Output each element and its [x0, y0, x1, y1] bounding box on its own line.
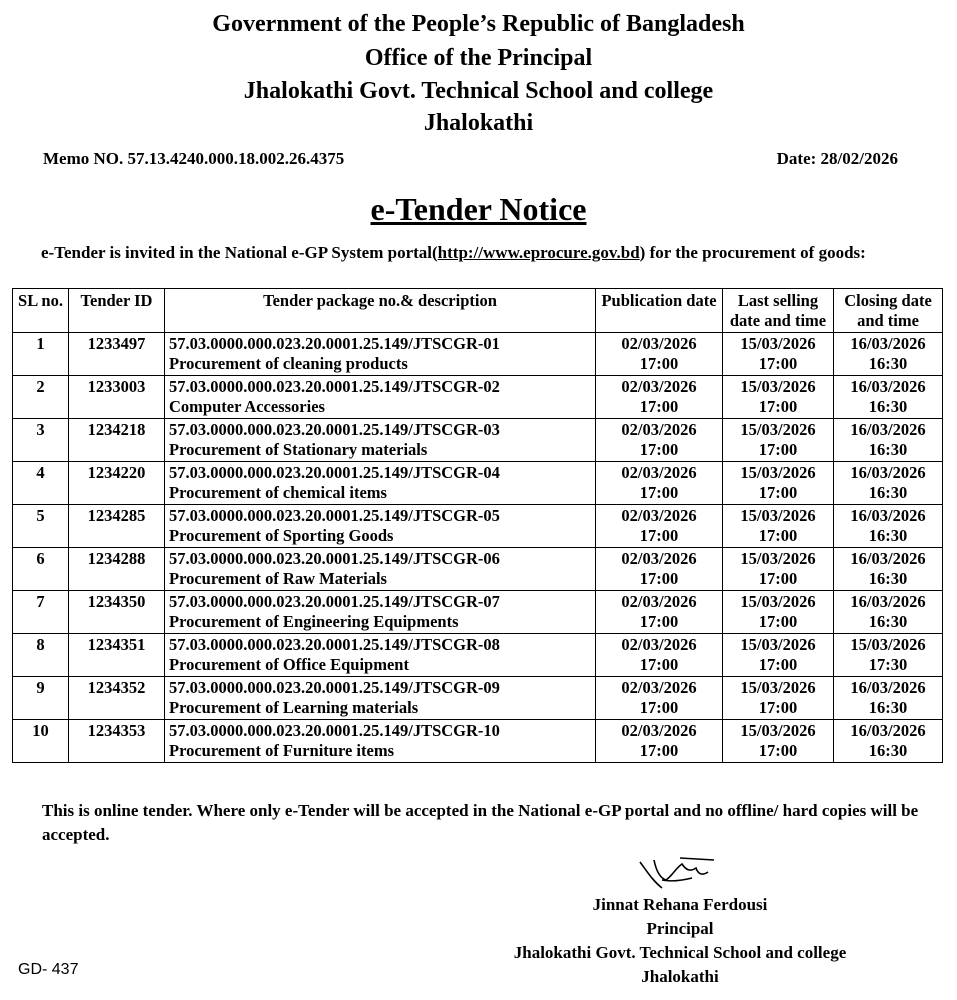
last-selling-date: 15/03/2026: [740, 592, 816, 611]
cell-sl: 2: [13, 376, 69, 419]
closing-time: 16:30: [868, 397, 908, 416]
closing-time: 16:30: [868, 612, 908, 631]
last-selling-time: 17:00: [758, 655, 798, 674]
cell-publication: [596, 419, 723, 462]
cell-sl: 4: [13, 462, 69, 505]
package-description: Procurement of Stationary materials: [169, 440, 428, 459]
package-description: Procurement of Office Equipment: [169, 655, 409, 674]
signatory-institution: Jhalokathi Govt. Technical School and college: [513, 943, 847, 962]
closing-date: 16/03/2026: [850, 334, 926, 353]
gd-number: GD- 437: [18, 961, 79, 978]
intro-text-after: ) for the procurement of goods:: [639, 243, 866, 262]
cell-package: [165, 720, 596, 763]
cell-package: [165, 548, 596, 591]
cell-package: [165, 376, 596, 419]
cell-tender-id: 1233497: [69, 333, 165, 376]
table-row: [13, 591, 943, 634]
last-selling-date: 15/03/2026: [740, 506, 816, 525]
last-selling-time: 17:00: [758, 354, 798, 373]
package-number: 57.03.0000.000.023.20.0001.25.149/JTSCGR-01: [169, 334, 500, 353]
memo-number: Memo NO. 57.13.4240.000.18.002.26.4375: [43, 149, 345, 168]
package-number: 57.03.0000.000.023.20.0001.25.149/JTSCGR-02: [169, 377, 500, 396]
package-description: Procurement of Sporting Goods: [169, 526, 394, 545]
cell-tender-id: 1234350: [69, 591, 165, 634]
package-number: 57.03.0000.000.023.20.0001.25.149/JTSCGR-08: [169, 635, 500, 654]
last-selling-date: 15/03/2026: [740, 334, 816, 353]
table-row: [13, 376, 943, 419]
closing-date: 16/03/2026: [850, 377, 926, 396]
cell-closing: [834, 591, 943, 634]
package-number: 57.03.0000.000.023.20.0001.25.149/JTSCGR-10: [169, 721, 500, 740]
cell-closing: [834, 333, 943, 376]
cell-publication: [596, 720, 723, 763]
closing-time: 16:30: [868, 354, 908, 373]
cell-last-selling: [723, 720, 834, 763]
publication-time: 17:00: [639, 741, 679, 760]
closing-time: 16:30: [868, 483, 908, 502]
header-last-selling: Last selling date and time: [723, 289, 834, 333]
cell-tender-id: 1233003: [69, 376, 165, 419]
publication-date: 02/03/2026: [621, 377, 697, 396]
cell-closing: [834, 677, 943, 720]
cell-closing: [834, 505, 943, 548]
publication-time: 17:00: [639, 612, 679, 631]
last-selling-date: 15/03/2026: [740, 377, 816, 396]
cell-last-selling: [723, 333, 834, 376]
cell-last-selling: [723, 376, 834, 419]
header-closing: Closing date and time: [834, 289, 943, 333]
publication-date: 02/03/2026: [621, 463, 697, 482]
header-publication: Publication date: [596, 289, 723, 333]
package-description: Procurement of Furniture items: [169, 741, 394, 760]
closing-date: 16/03/2026: [850, 592, 926, 611]
header-sl: SL no.: [13, 289, 69, 333]
cell-package: [165, 419, 596, 462]
cell-tender-id: 1234288: [69, 548, 165, 591]
publication-time: 17:00: [639, 483, 679, 502]
closing-date: 16/03/2026: [850, 463, 926, 482]
last-selling-date: 15/03/2026: [740, 635, 816, 654]
cell-last-selling: [723, 548, 834, 591]
package-description: Computer Accessories: [169, 397, 325, 416]
publication-date: 02/03/2026: [621, 506, 697, 525]
last-selling-date: 15/03/2026: [740, 721, 816, 740]
signatory-designation: Principal: [646, 919, 714, 938]
cell-package: [165, 634, 596, 677]
closing-date: 16/03/2026: [850, 420, 926, 439]
header-office: Office of the Principal: [364, 45, 593, 71]
cell-last-selling: [723, 634, 834, 677]
publication-time: 17:00: [639, 397, 679, 416]
intro-paragraph: [41, 241, 909, 264]
last-selling-time: 17:00: [758, 440, 798, 459]
table-row: [13, 419, 943, 462]
last-selling-date: 15/03/2026: [740, 463, 816, 482]
tender-table: [12, 288, 943, 763]
package-description: Procurement of chemical items: [169, 483, 387, 502]
signatory-name: Jinnat Rehana Ferdousi: [592, 895, 768, 914]
cell-tender-id: 1234351: [69, 634, 165, 677]
package-number: 57.03.0000.000.023.20.0001.25.149/JTSCGR-04: [169, 463, 500, 482]
header-tender-id: Tender ID: [69, 289, 165, 333]
package-number: 57.03.0000.000.023.20.0001.25.149/JTSCGR-03: [169, 420, 500, 439]
closing-time: 16:30: [868, 440, 908, 459]
closing-date: 15/03/2026: [850, 635, 926, 654]
table-row: [13, 720, 943, 763]
cell-package: [165, 462, 596, 505]
package-description: Procurement of Engineering Equipments: [169, 612, 459, 631]
cell-closing: [834, 462, 943, 505]
memo-date: Date: 28/02/2026: [776, 149, 898, 168]
cell-publication: [596, 677, 723, 720]
last-selling-time: 17:00: [758, 397, 798, 416]
cell-tender-id: 1234285: [69, 505, 165, 548]
cell-sl: 7: [13, 591, 69, 634]
publication-date: 02/03/2026: [621, 549, 697, 568]
last-selling-time: 17:00: [758, 741, 798, 760]
publication-date: 02/03/2026: [621, 334, 697, 353]
cell-sl: 8: [13, 634, 69, 677]
last-selling-date: 15/03/2026: [740, 678, 816, 697]
cell-closing: [834, 720, 943, 763]
publication-time: 17:00: [639, 698, 679, 717]
publication-date: 02/03/2026: [621, 420, 697, 439]
closing-time: 17:30: [868, 655, 908, 674]
intro-text-before: e-Tender is invited in the National e-GP System portal(: [41, 243, 438, 262]
publication-date: 02/03/2026: [621, 721, 697, 740]
cell-closing: [834, 634, 943, 677]
cell-publication: [596, 462, 723, 505]
cell-last-selling: [723, 462, 834, 505]
cell-sl: 3: [13, 419, 69, 462]
cell-tender-id: 1234352: [69, 677, 165, 720]
cell-publication: [596, 634, 723, 677]
last-selling-time: 17:00: [758, 569, 798, 588]
cell-sl: 9: [13, 677, 69, 720]
package-number: 57.03.0000.000.023.20.0001.25.149/JTSCGR-09: [169, 678, 500, 697]
cell-closing: [834, 419, 943, 462]
cell-package: [165, 505, 596, 548]
signatory-block: [470, 893, 890, 989]
closing-date: 16/03/2026: [850, 506, 926, 525]
eprocure-link[interactable]: http://www.eprocure.gov.bd: [437, 243, 640, 262]
last-selling-time: 17:00: [758, 526, 798, 545]
last-selling-time: 17:00: [758, 483, 798, 502]
publication-time: 17:00: [639, 526, 679, 545]
closing-time: 16:30: [868, 569, 908, 588]
package-number: 57.03.0000.000.023.20.0001.25.149/JTSCGR-07: [169, 592, 500, 611]
last-selling-date: 15/03/2026: [740, 549, 816, 568]
header-package: Tender package no.& description: [165, 289, 596, 333]
cell-publication: [596, 376, 723, 419]
publication-date: 02/03/2026: [621, 592, 697, 611]
table-header-row: [13, 289, 943, 333]
publication-time: 17:00: [639, 655, 679, 674]
closing-time: 16:30: [868, 741, 908, 760]
publication-date: 02/03/2026: [621, 635, 697, 654]
notice-title: e-Tender Notice: [370, 191, 587, 227]
cell-last-selling: [723, 591, 834, 634]
cell-tender-id: 1234220: [69, 462, 165, 505]
header-institution: Jhalokathi Govt. Technical School and college: [243, 78, 714, 104]
cell-publication: [596, 548, 723, 591]
cell-last-selling: [723, 505, 834, 548]
header-location: Jhalokathi: [423, 110, 534, 136]
publication-time: 17:00: [639, 569, 679, 588]
cell-publication: [596, 333, 723, 376]
publication-date: 02/03/2026: [621, 678, 697, 697]
last-selling-time: 17:00: [758, 698, 798, 717]
table-row: [13, 462, 943, 505]
closing-date: 16/03/2026: [850, 721, 926, 740]
footnote: This is online tender. Where only e-Tender will be accepted in the National e-GP portal and no offline/ hard copies will be accepted.: [42, 801, 919, 844]
cell-sl: 10: [13, 720, 69, 763]
closing-time: 16:30: [868, 526, 908, 545]
last-selling-date: 15/03/2026: [740, 420, 816, 439]
last-selling-time: 17:00: [758, 612, 798, 631]
cell-package: [165, 677, 596, 720]
cell-tender-id: 1234218: [69, 419, 165, 462]
package-number: 57.03.0000.000.023.20.0001.25.149/JTSCGR-05: [169, 506, 500, 525]
table-row: [13, 333, 943, 376]
package-description: Procurement of Raw Materials: [169, 569, 387, 588]
cell-sl: 5: [13, 505, 69, 548]
cell-last-selling: [723, 419, 834, 462]
cell-package: [165, 591, 596, 634]
cell-closing: [834, 376, 943, 419]
closing-date: 16/03/2026: [850, 549, 926, 568]
publication-time: 17:00: [639, 440, 679, 459]
header-government: Government of the People’s Republic of Bangladesh: [212, 11, 745, 37]
signatory-location: Jhalokathi: [641, 967, 719, 986]
cell-package: [165, 333, 596, 376]
table-row: [13, 677, 943, 720]
cell-publication: [596, 591, 723, 634]
table-row: [13, 505, 943, 548]
cell-publication: [596, 505, 723, 548]
cell-sl: 1: [13, 333, 69, 376]
cell-tender-id: 1234353: [69, 720, 165, 763]
closing-date: 16/03/2026: [850, 678, 926, 697]
publication-time: 17:00: [639, 354, 679, 373]
signature-image: [632, 850, 722, 892]
cell-sl: 6: [13, 548, 69, 591]
closing-time: 16:30: [868, 698, 908, 717]
package-description: Procurement of cleaning products: [169, 354, 408, 373]
cell-last-selling: [723, 677, 834, 720]
package-description: Procurement of Learning materials: [169, 698, 419, 717]
cell-closing: [834, 548, 943, 591]
table-row: [13, 548, 943, 591]
table-row: [13, 634, 943, 677]
package-number: 57.03.0000.000.023.20.0001.25.149/JTSCGR-06: [169, 549, 500, 568]
